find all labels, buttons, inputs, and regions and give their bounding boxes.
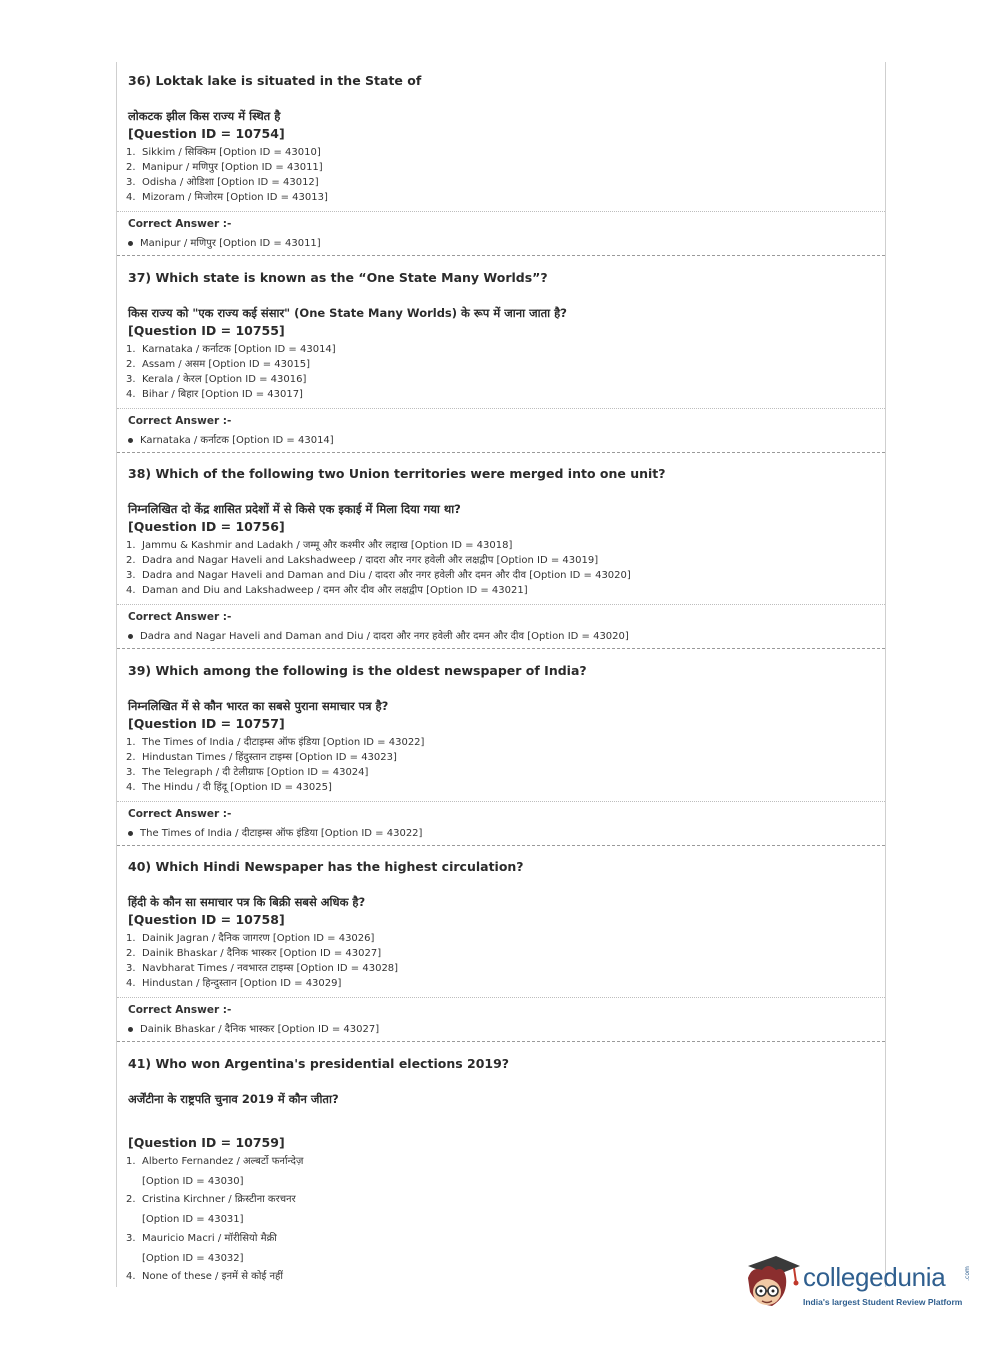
question-id: [Question ID = 10754] <box>128 126 285 141</box>
question-hindi: निम्नलिखित दो केंद्र शासित प्रदेशों में से किसे एक इकाई में मिला दिया गया था? <box>128 502 461 516</box>
option-item: 1. Sikkim / सिक्किम [Option ID = 43010] <box>126 147 321 158</box>
bullet-icon <box>128 831 133 836</box>
question-id: [Question ID = 10757] <box>128 716 285 731</box>
question-title: 39) Which among the following is the oldest newspaper of India? <box>128 663 587 678</box>
option-item: 1. The Times of India / दीटाइम्स ऑफ इंडिया [Option ID = 43022] <box>126 737 425 748</box>
option-item: 2. Dadra and Nagar Haveli and Lakshadweep / दादरा और नगर हवेली और लक्षद्वीप [Option ID = 43019] <box>126 555 599 566</box>
bullet-icon <box>128 1027 133 1032</box>
collegedunia-logo <box>742 1248 972 1323</box>
option-item: 1. Alberto Fernandez / अल्बर्टो फर्नान्देज़ <box>126 1156 304 1167</box>
question-title: 37) Which state is known as the “One State Many Worlds”? <box>128 270 548 285</box>
option-item: 4. Mizoram / मिजोरम [Option ID = 43013] <box>126 192 328 203</box>
question-hindi: किस राज्य को "एक राज्य कई संसार" (One State Many Worlds) के रूप में जाना जाता है? <box>128 306 567 320</box>
option-item: 3. Mauricio Macri / मॉरीसियो मैक्री <box>126 1233 277 1244</box>
divider <box>117 211 885 212</box>
question-hindi: हिंदी के कौन सा समाचार पत्र कि बिक्री सबसे अधिक है? <box>128 895 366 909</box>
question-hindi: अर्जेंटीना के राष्ट्रपति चुनाव 2019 में कौन जीता? <box>128 1092 339 1106</box>
correct-answer-label: Correct Answer :- <box>128 415 232 427</box>
option-item: 4. Daman and Diu and Lakshadweep / दमन और दीव और लक्षद्वीप [Option ID = 43021] <box>126 585 528 596</box>
option-item: 2. Cristina Kirchner / क्रिस्टीना करचनर <box>126 1194 296 1205</box>
option-item: 3. Dadra and Nagar Haveli and Daman and Diu / दादरा और नगर हवेली और दमन और दीव [Option ID = 43020] <box>126 570 631 581</box>
option-id: [Option ID = 43031] <box>142 1214 244 1225</box>
option-item: 3. Odisha / ओडिशा [Option ID = 43012] <box>126 177 319 188</box>
divider <box>117 255 885 256</box>
question-title: 36) Loktak lake is situated in the State of <box>128 73 422 88</box>
option-item: 1. Karnataka / कर्नाटक [Option ID = 43014] <box>126 344 336 355</box>
question-id: [Question ID = 10759] <box>128 1135 285 1150</box>
option-item: 2. Manipur / मणिपुर [Option ID = 43011] <box>126 162 323 173</box>
correct-answer-label: Correct Answer :- <box>128 611 232 623</box>
divider <box>117 604 885 605</box>
divider <box>117 801 885 802</box>
option-item: 4. Hindustan / हिन्दुस्तान [Option ID = 43029] <box>126 978 342 989</box>
option-item: 4. None of these / इनमें से कोई नहीं <box>126 1271 283 1282</box>
divider <box>117 845 885 846</box>
bullet-icon <box>128 241 133 246</box>
question-title: 40) Which Hindi Newspaper has the highest circulation? <box>128 859 524 874</box>
logo-tagline: India's largest Student Review Platform <box>803 1297 963 1307</box>
option-item: 2. Assam / असम [Option ID = 43015] <box>126 359 310 370</box>
option-item: 3. Kerala / केरल [Option ID = 43016] <box>126 374 307 385</box>
question-id: [Question ID = 10755] <box>128 323 285 338</box>
divider <box>117 997 885 998</box>
correct-answer-label: Correct Answer :- <box>128 1004 232 1016</box>
option-item: 2. Hindustan Times / हिंदुस्तान टाइम्स [Option ID = 43023] <box>126 752 397 763</box>
option-id: [Option ID = 43032] <box>142 1253 244 1264</box>
option-id: [Option ID = 43030] <box>142 1176 244 1187</box>
bullet-icon <box>128 438 133 443</box>
question-id: [Question ID = 10758] <box>128 912 285 927</box>
option-item: 1. Dainik Jagran / दैनिक जागरण [Option ID = 43026] <box>126 933 375 944</box>
option-item: 3. The Telegraph / दी टेलीग्राफ [Option ID = 43024] <box>126 767 369 778</box>
divider <box>117 648 885 649</box>
option-item: 1. Jammu & Kashmir and Ladakh / जम्मू और कश्मीर और लद्दाख [Option ID = 43018] <box>126 540 513 551</box>
correct-answer: Karnataka / कर्नाटक [Option ID = 43014] <box>128 432 334 446</box>
mascot-icon <box>742 1252 802 1314</box>
option-item: 3. Navbharat Times / नवभारत टाइम्स [Option ID = 43028] <box>126 963 399 974</box>
bullet-icon <box>128 634 133 639</box>
question-id: [Question ID = 10756] <box>128 519 285 534</box>
option-item: 4. The Hindu / दी हिंदू [Option ID = 43025] <box>126 782 332 793</box>
divider <box>117 1041 885 1042</box>
logo-wordmark: collegedunia <box>803 1262 946 1292</box>
correct-answer: Dadra and Nagar Haveli and Daman and Diu / दादरा और नगर हवेली और दमन और दीव [Option ID = 43020] <box>128 628 629 642</box>
divider <box>117 452 885 453</box>
question-title: 41) Who won Argentina's presidential elections 2019? <box>128 1056 510 1071</box>
correct-answer-label: Correct Answer :- <box>128 808 232 820</box>
question-hindi: निम्नलिखित में से कौन भारत का सबसे पुराना समाचार पत्र है? <box>128 699 389 713</box>
question-hindi: लोकटक झील किस राज्य में स्थित है <box>128 109 281 123</box>
correct-answer: Manipur / मणिपुर [Option ID = 43011] <box>128 235 321 249</box>
logo-suffix: .com <box>963 1266 971 1281</box>
correct-answer-label: Correct Answer :- <box>128 218 232 230</box>
divider <box>117 408 885 409</box>
correct-answer: The Times of India / दीटाइम्स ऑफ इंडिया [Option ID = 43022] <box>128 825 422 839</box>
option-item: 2. Dainik Bhaskar / दैनिक भास्कर [Option ID = 43027] <box>126 948 382 959</box>
option-item: 4. Bihar / बिहार [Option ID = 43017] <box>126 389 303 400</box>
question-title: 38) Which of the following two Union territories were merged into one unit? <box>128 466 666 481</box>
question-paper-page <box>116 62 886 1287</box>
correct-answer: Dainik Bhaskar / दैनिक भास्कर [Option ID = 43027] <box>128 1021 379 1035</box>
